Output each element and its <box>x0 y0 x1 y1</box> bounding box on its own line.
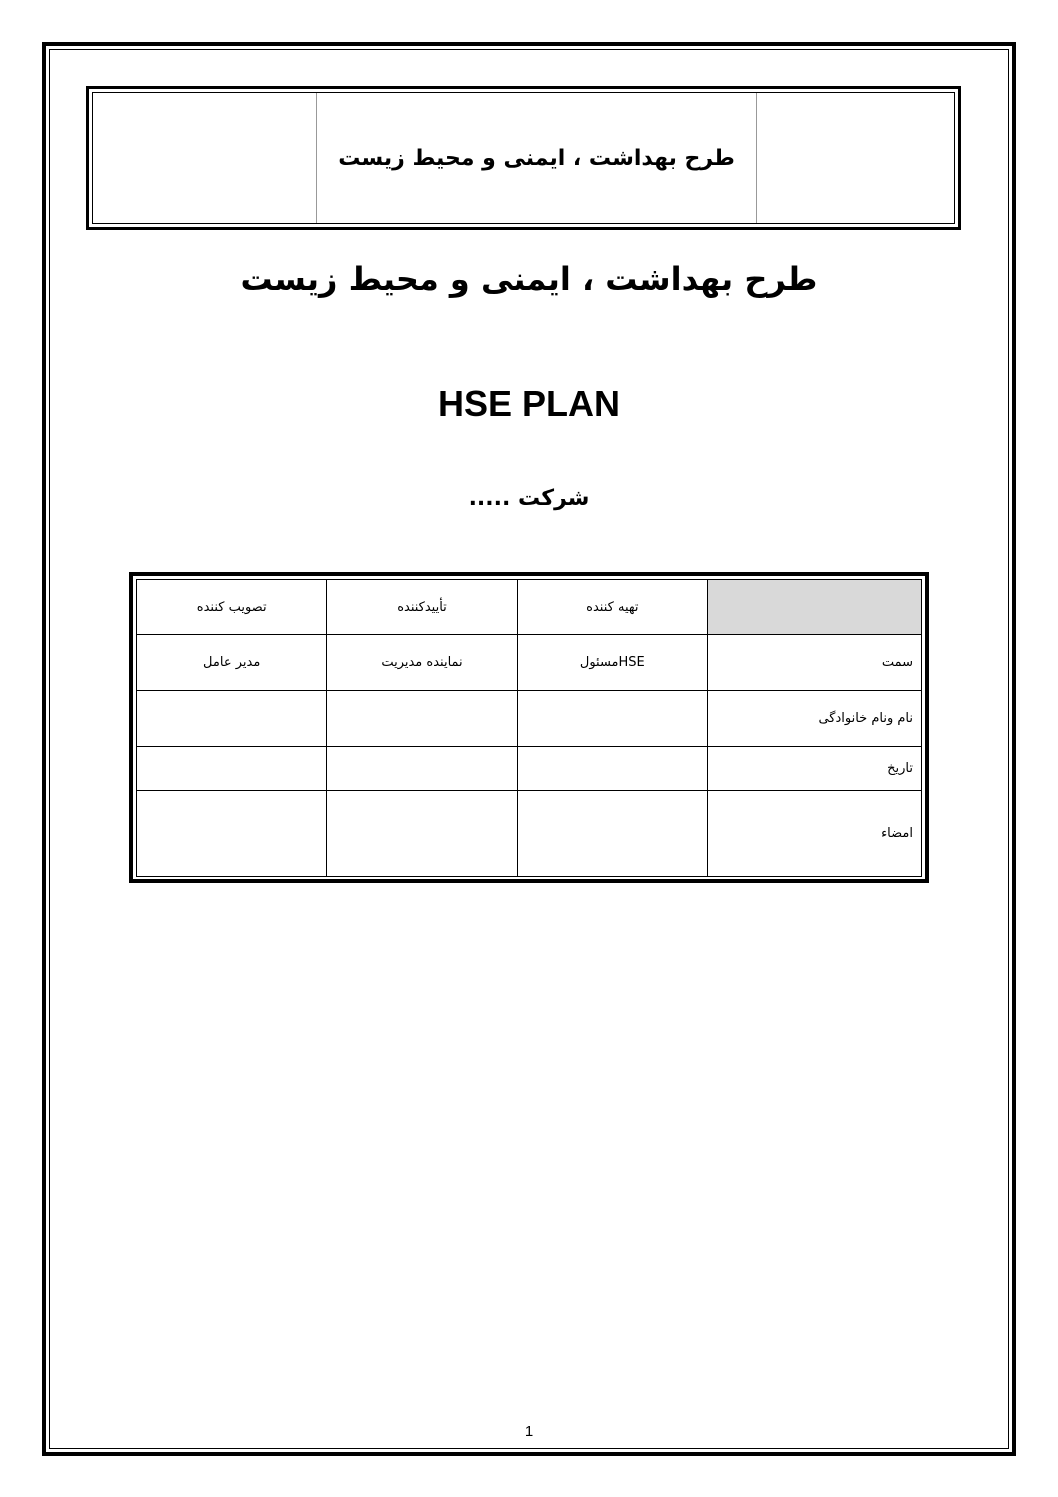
header-info-cell <box>93 93 316 223</box>
table-cell: مدیر عامل <box>137 635 327 691</box>
table-row <box>137 791 922 877</box>
document-header-inner <box>92 92 955 224</box>
approval-table-frame <box>129 572 929 883</box>
column-header-approver: تصویب کننده <box>137 580 327 635</box>
table-cell <box>517 747 707 791</box>
table-corner-cell <box>708 580 922 635</box>
table-row <box>137 747 922 791</box>
column-header-preparer: تهیه کننده <box>517 580 707 635</box>
column-header-verifier: تأییدکننده <box>327 580 517 635</box>
hse-plan-title: HSE PLAN <box>437 383 621 424</box>
row-label-signature: امضاء <box>708 791 922 877</box>
table-cell: HSEمسئول <box>517 635 707 691</box>
header-title: طرح بهداشت ، ایمنی و محیط زیست <box>338 145 735 171</box>
table-cell <box>137 747 327 791</box>
company-name: شرکت ..... <box>468 486 590 511</box>
row-label-date: تاریخ <box>708 747 922 791</box>
table-cell <box>327 747 517 791</box>
table-cell <box>327 691 517 747</box>
header-logo-cell <box>756 93 954 223</box>
page-number: 1 <box>524 1423 534 1440</box>
table-cell: نماینده مدیریت <box>327 635 517 691</box>
table-cell <box>327 791 517 877</box>
table-cell <box>517 791 707 877</box>
main-title: طرح بهداشت ، ایمنی و محیط زیست <box>240 260 818 298</box>
table-cell <box>137 791 327 877</box>
approval-table <box>136 579 922 877</box>
table-header-row <box>137 580 922 635</box>
table-cell <box>517 691 707 747</box>
table-row <box>137 691 922 747</box>
row-label-position: سمت <box>708 635 922 691</box>
header-title-cell <box>316 93 756 223</box>
row-label-full-name: نام ونام خانوادگی <box>708 691 922 747</box>
table-cell <box>137 691 327 747</box>
document-header <box>86 86 961 230</box>
table-row <box>137 635 922 691</box>
